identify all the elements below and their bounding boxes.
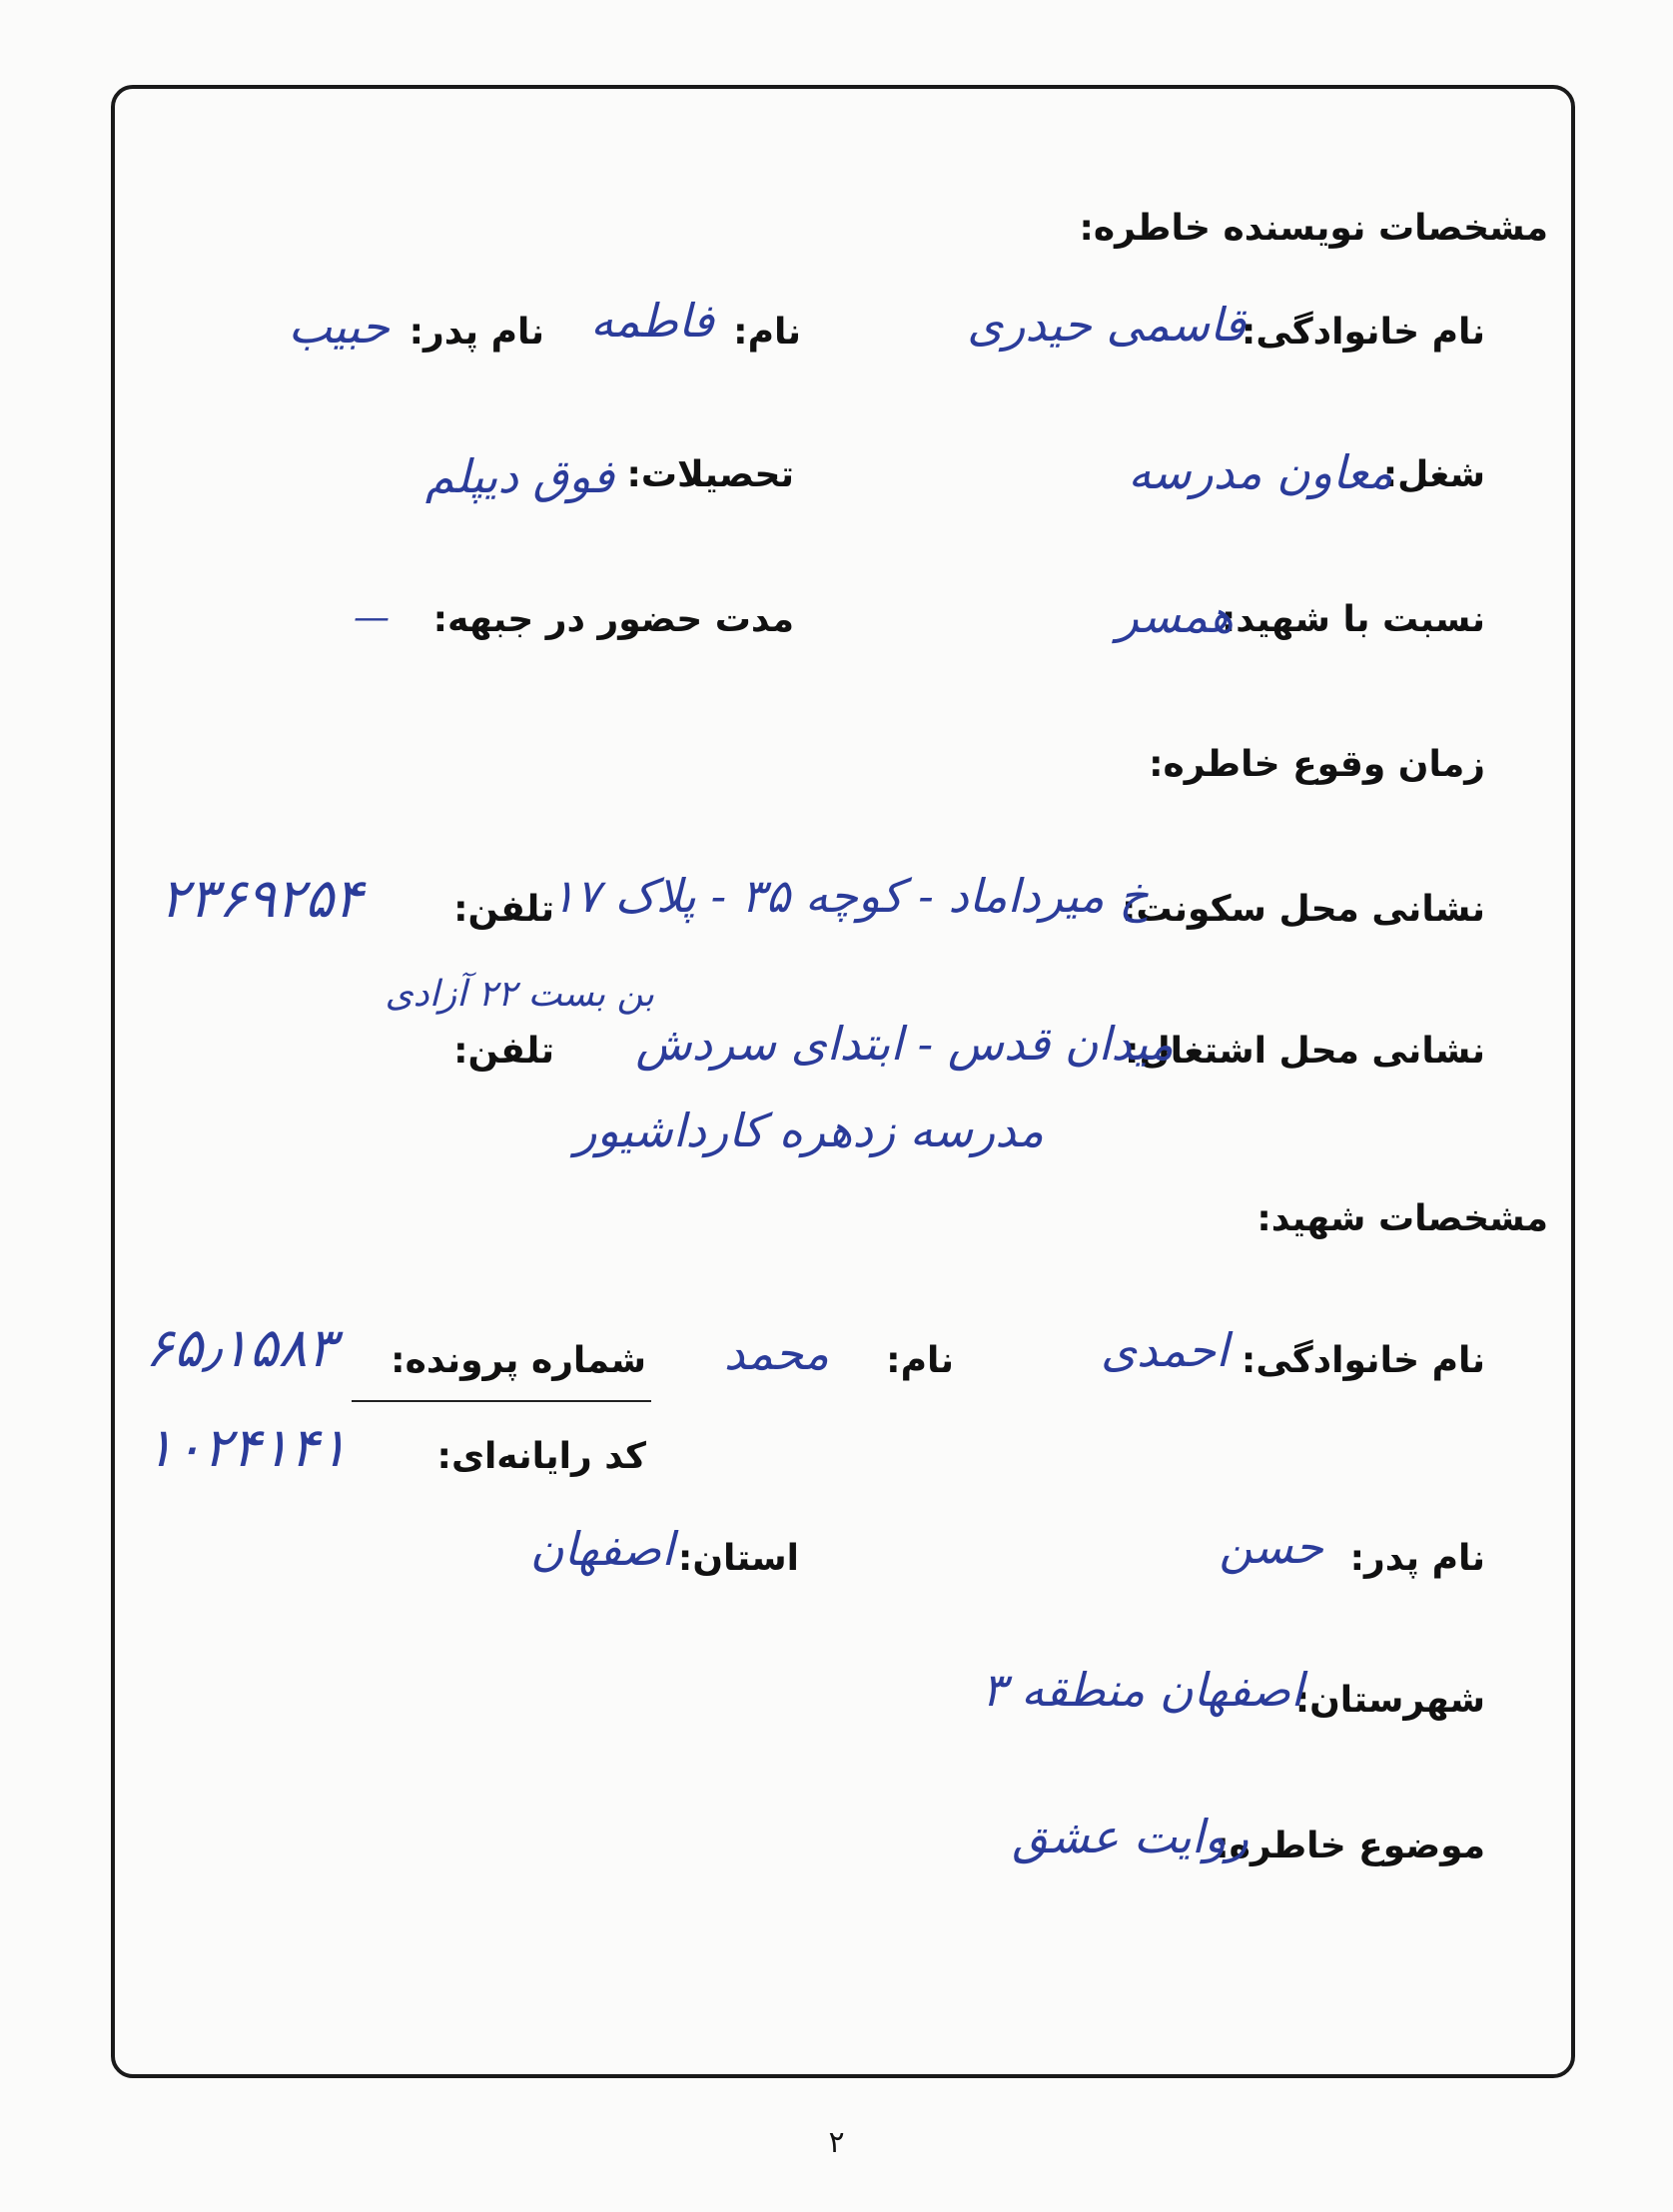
writer-last-name-value: قاسمی حیدری	[967, 298, 1246, 352]
martyr-computer-code-label: کد رایانه‌ای:	[436, 1436, 646, 1477]
writer-address-value: خ میرداماد - کوچه ۳۵ - پلاک ۱۷	[550, 869, 1149, 923]
writer-job-value: معاون مدرسه	[1128, 445, 1393, 499]
writer-father-value: حبیب	[288, 300, 390, 354]
writer-relation-label: نسبت با شهید:	[1221, 599, 1485, 640]
writer-address-label: نشانی محل سکونت:	[1122, 889, 1485, 930]
writer-last-name-label: نام خانوادگی:	[1241, 312, 1485, 353]
martyr-province-value: اصفهان	[529, 1522, 674, 1576]
martyr-file-number-value: ۶۵٫۱۵۸۳	[145, 1316, 337, 1379]
martyr-file-number-label: شماره پرونده:	[391, 1340, 646, 1381]
martyr-last-name-label: نام خانوادگی:	[1241, 1340, 1485, 1381]
writer-job-label: شغل:	[1382, 454, 1485, 495]
martyr-father-value: حسن	[1219, 1520, 1323, 1574]
martyr-computer-code-value: ۱۰۲۴۱۴۱	[145, 1416, 349, 1479]
martyr-city-value: اصفهان منطقه ۳	[981, 1663, 1303, 1717]
writer-first-name-label: نام:	[733, 312, 801, 353]
writer-phone-label: تلفن:	[453, 889, 554, 930]
martyr-subject-label: موضوع خاطره:	[1215, 1826, 1485, 1866]
writer-work-address-value: میدان قدس - ابتدای سردش	[635, 1017, 1174, 1071]
writer-work-address-label: نشانی محل اشتغال:	[1125, 1031, 1485, 1072]
writer-father-label: نام پدر:	[409, 312, 544, 353]
martyr-subject-value: روایت عشق	[1012, 1810, 1249, 1863]
page-number: ۲	[828, 2125, 845, 2160]
writer-education-value: فوق دیپلم	[424, 449, 614, 503]
martyr-province-label: استان:	[677, 1538, 799, 1579]
writer-memory-time-label: زمان وقوع خاطره:	[1149, 744, 1485, 785]
writer-work-phone-label: تلفن:	[453, 1031, 554, 1072]
writer-heading: مشخصات نویسنده خاطره:	[1079, 208, 1548, 249]
martyr-first-name-value: محمد	[723, 1326, 829, 1380]
writer-work-address-line2: مدرسه زدهره کارداشیور	[574, 1104, 1044, 1157]
martyr-heading: مشخصات شهید:	[1256, 1198, 1548, 1239]
martyr-last-name-value: احمدی	[1101, 1323, 1229, 1377]
martyr-father-label: نام پدر:	[1349, 1538, 1485, 1579]
writer-front-duration-value: —	[354, 597, 390, 638]
writer-front-duration-label: مدت حضور در جبهه:	[432, 599, 794, 640]
form-border	[111, 85, 1575, 2078]
writer-phone-value: ۲۳۶۹۲۵۴	[160, 867, 364, 930]
writer-relation-value: همسر	[1116, 589, 1234, 643]
martyr-city-label: شهرستان:	[1294, 1680, 1485, 1721]
writer-work-address-extra: بن بست ۲۲ آزادی	[385, 974, 654, 1015]
writer-first-name-value: فاطمه	[590, 294, 714, 348]
martyr-first-name-label: نام:	[886, 1340, 954, 1381]
writer-education-label: تحصیلات:	[626, 454, 794, 495]
file-number-underline	[352, 1400, 651, 1402]
